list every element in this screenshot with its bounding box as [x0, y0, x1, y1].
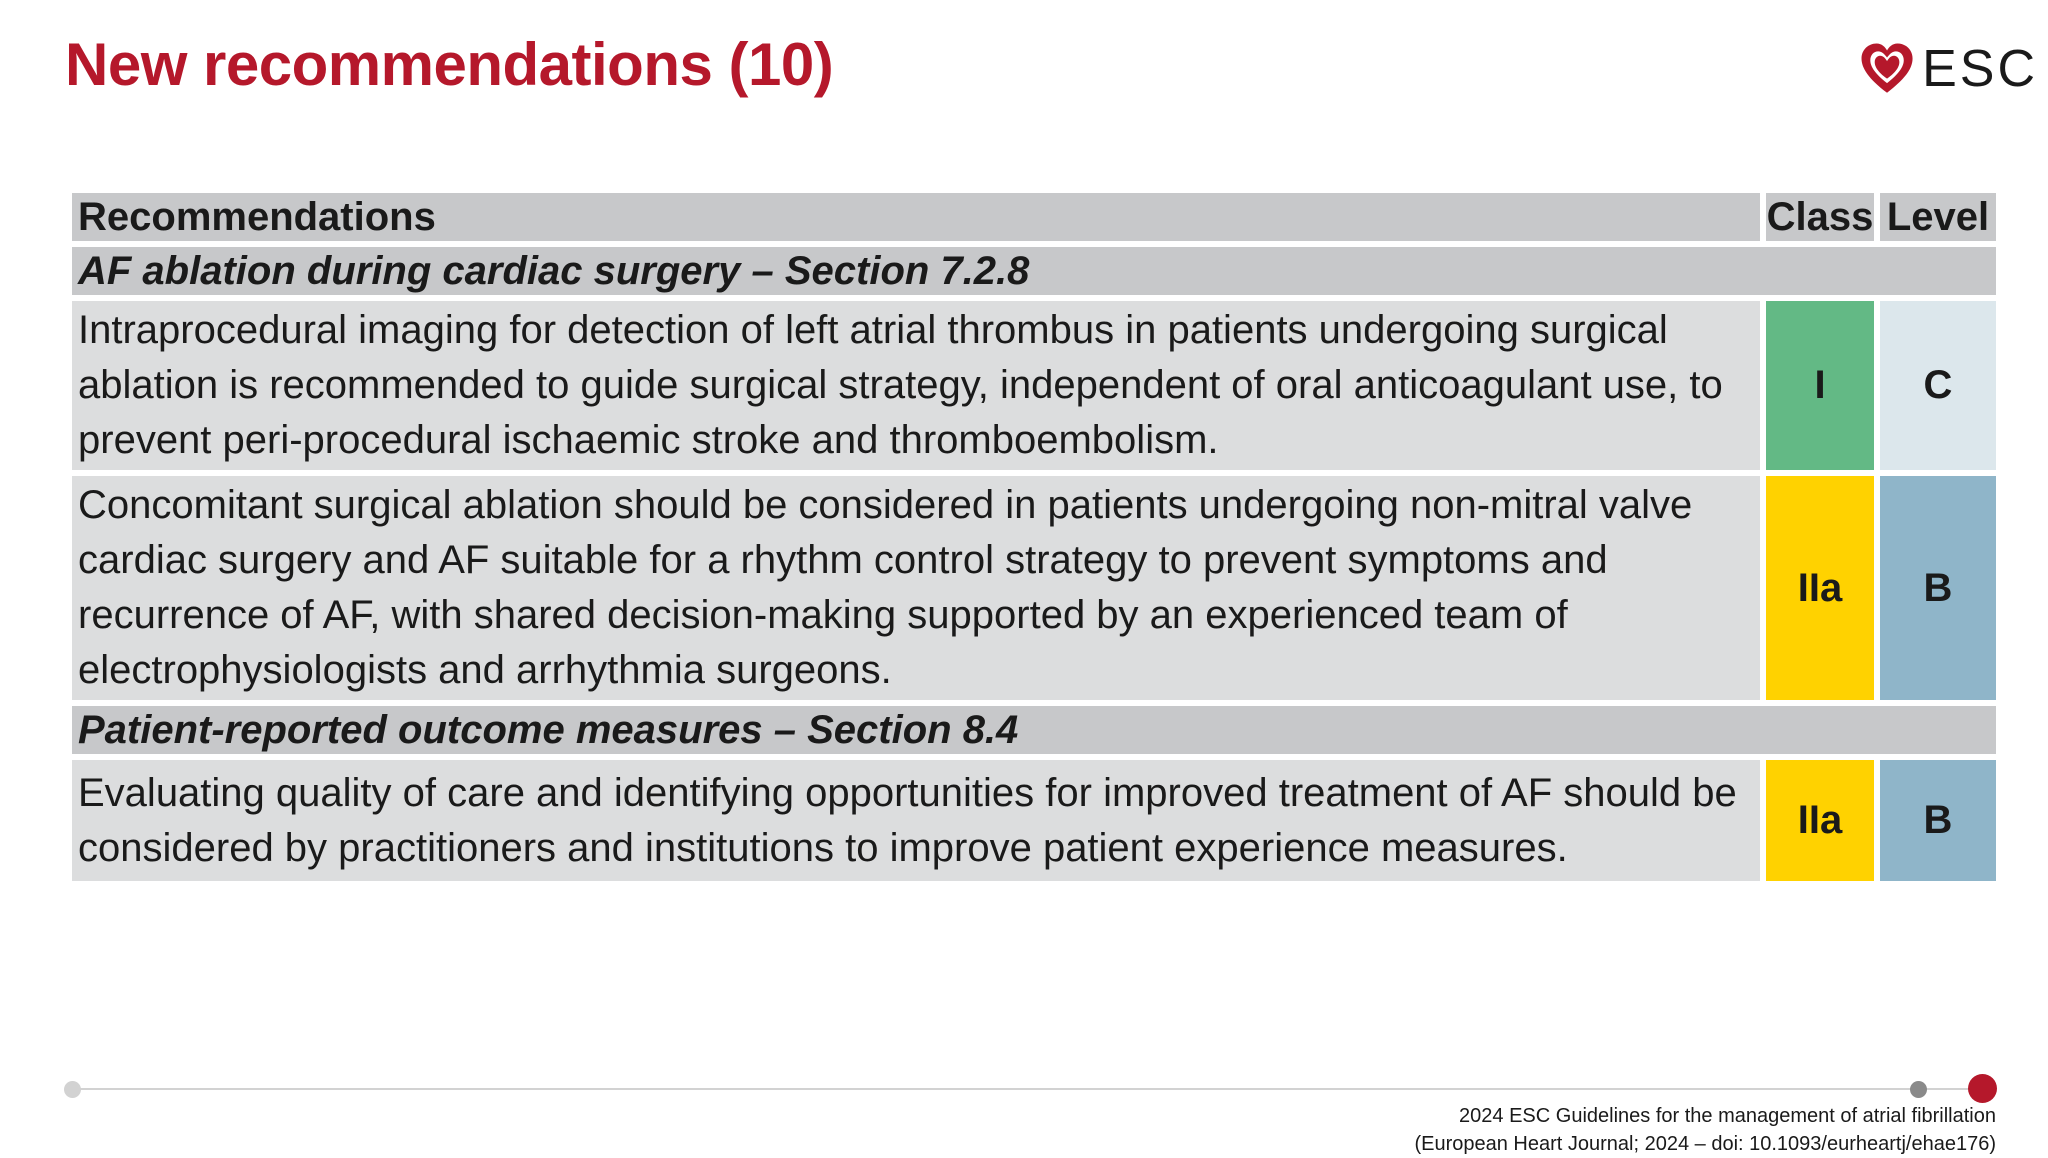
- recommendation-text: Evaluating quality of care and identifying opportunities for improved treatment of AF should be considered by practitioners and institutions to improve patient experience measures.: [72, 760, 1760, 881]
- level-badge: C: [1880, 301, 1996, 470]
- progress-end-dot: [1968, 1074, 1997, 1103]
- header-class: Class: [1766, 195, 1874, 239]
- logo-text: ESC: [1922, 40, 2038, 98]
- recommendations-table: [66, 187, 2002, 887]
- recommendation-text: Concomitant surgical ablation should be considered in patients undergoing non-mitral valve cardiac surgery and AF suitable for a rhythm control strategy to prevent symptoms and recurrence of AF, with shared decision-making supported by an experienced team of electrophysiologists and arrhythmia surgeons.: [72, 476, 1760, 700]
- class-badge: IIa: [1766, 476, 1874, 700]
- progress-marker-dot: [1910, 1081, 1927, 1098]
- recommendation-text: Intraprocedural imaging for detection of left atrial thrombus in patients undergoing surgical ablation is recommended to guide surgical strategy, independent of oral anticoagulant use, to prevent peri-procedural ischaemic stroke and thromboembolism.: [72, 301, 1760, 470]
- citation-line-2: (European Heart Journal; 2024 – doi: 10.1093/eurheartj/ehae176): [1414, 1133, 1996, 1155]
- class-badge: I: [1766, 301, 1874, 470]
- table-header-row: [72, 193, 1996, 241]
- progress-line: [72, 1088, 1982, 1090]
- citation-footer: [1414, 1102, 1996, 1158]
- section-title: Patient-reported outcome measures – Section 8.4: [72, 706, 1996, 754]
- progress-start-dot: [64, 1081, 81, 1098]
- section-title: AF ablation during cardiac surgery – Section 7.2.8: [72, 247, 1996, 295]
- slide-title: New recommendations (10): [65, 31, 834, 98]
- class-badge: IIa: [1766, 760, 1874, 881]
- section-row: [72, 706, 1996, 754]
- citation-line-1: 2024 ESC Guidelines for the management of atrial fibrillation: [1459, 1105, 1996, 1127]
- table-row: [72, 301, 1996, 470]
- table-row: [72, 760, 1996, 881]
- header-level: Level: [1880, 193, 1996, 241]
- level-badge: B: [1880, 760, 1996, 881]
- table-row: [72, 476, 1996, 700]
- esc-logo: [1858, 34, 2038, 104]
- level-badge: B: [1880, 476, 1996, 700]
- section-row: [72, 247, 1996, 295]
- header-recommendations: Recommendations: [72, 193, 1760, 241]
- heart-logo-icon: [1858, 36, 1916, 102]
